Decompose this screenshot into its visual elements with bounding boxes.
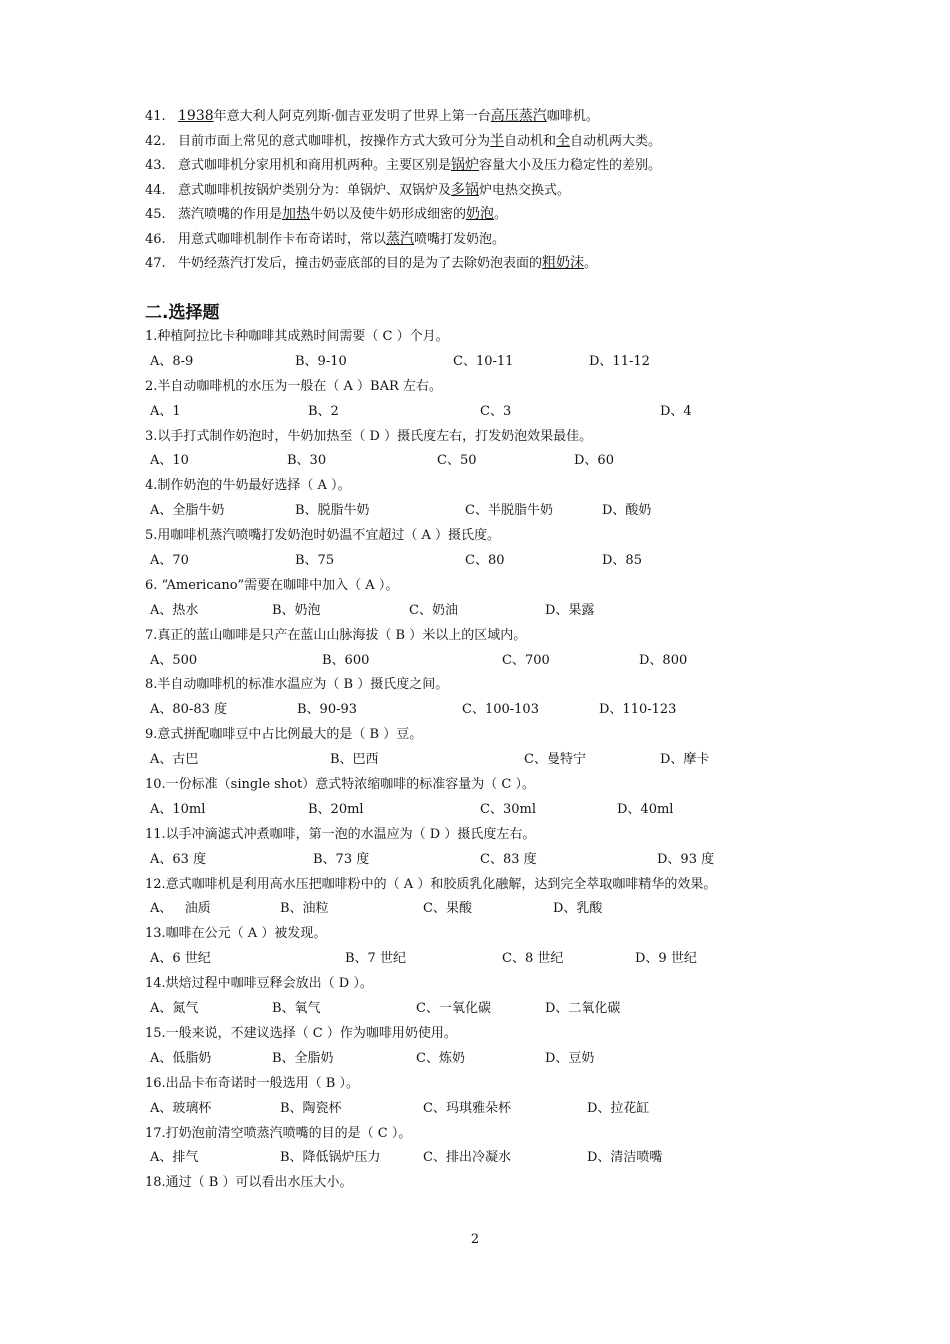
option-b: B、氧气 xyxy=(272,1001,321,1017)
item-number: 46. xyxy=(145,231,166,247)
fill-item xyxy=(145,129,865,154)
option-b: B、75 xyxy=(295,553,335,569)
question-text: 6. “Americano”需要在咖啡中加入（ A ）。 xyxy=(145,577,399,593)
option-c: C、炼奶 xyxy=(416,1050,465,1066)
item-number: 43. xyxy=(145,158,166,173)
option-d: D、85 xyxy=(602,553,642,569)
option-d: D、40ml xyxy=(617,801,674,817)
item-number: 41. xyxy=(145,109,166,124)
item-text: 年意大利人阿克列斯·伽吉亚发明了世界上第一台 xyxy=(213,109,491,124)
fill-item xyxy=(145,178,865,203)
option-d: D、摩卡 xyxy=(660,752,710,768)
option-d: D、清洁喷嘴 xyxy=(587,1150,663,1166)
question-text: 7.真正的蓝山咖啡是只产在蓝山山脉海拔（ B ）米以上的区域内。 xyxy=(145,627,527,643)
question-text: 2.半自动咖啡机的水压为一般在（ A ）BAR 左右。 xyxy=(145,378,442,394)
option-d: D、93 度 xyxy=(657,851,715,867)
item-number: 44. xyxy=(145,182,166,198)
fill-item xyxy=(145,104,865,129)
answer-text: 锅炉 xyxy=(451,157,480,173)
options-row xyxy=(145,1097,865,1122)
options-row xyxy=(145,848,865,873)
fill-in-list xyxy=(145,104,865,276)
item-text: 蒸汽喷嘴的作用是 xyxy=(178,207,283,222)
item-text: 喷嘴打发奶泡。 xyxy=(414,231,506,247)
item-number: 47. xyxy=(145,256,166,271)
answer-text: 高压蒸汽 xyxy=(490,108,547,124)
item-text: 意式咖啡机分家用机和商用机两种。主要区别是 xyxy=(178,158,452,173)
option-a: A、热水 xyxy=(150,602,199,618)
option-c: C、50 xyxy=(437,453,477,469)
options-row xyxy=(145,350,865,375)
options-row xyxy=(145,400,865,425)
option-a: A、70 xyxy=(150,553,189,569)
option-b: B、90-93 xyxy=(297,702,358,718)
option-b: B、7 世纪 xyxy=(345,951,406,967)
option-a: A、全脂牛奶 xyxy=(150,503,225,519)
option-c: C、果酸 xyxy=(423,901,472,917)
option-d: D、二氧化碳 xyxy=(545,1001,621,1017)
item-text: 炉电热交换式。 xyxy=(479,182,571,198)
options-row xyxy=(145,649,865,674)
answer-text: 蒸汽 xyxy=(386,230,415,247)
page-number: 2 xyxy=(470,1232,480,1247)
item-text: 目前市面上常见的意式咖啡机，按操作方式大致可分为 xyxy=(178,133,491,149)
option-d: D、110-123 xyxy=(599,702,677,718)
option-a: A、63 度 xyxy=(150,851,207,867)
option-d: D、800 xyxy=(639,652,688,668)
option-a: A、1 xyxy=(150,403,181,419)
fill-item xyxy=(145,153,865,178)
option-a: A、玻璃杯 xyxy=(150,1100,212,1116)
options-row xyxy=(145,499,865,524)
option-d: D、豆奶 xyxy=(545,1050,595,1066)
section-title: 二.选择题 xyxy=(145,303,220,323)
option-b: B、油粒 xyxy=(280,901,329,917)
question-text: 16.出品卡布奇诺时一般选用（ B ）。 xyxy=(145,1075,359,1091)
option-b: B、全脂奶 xyxy=(272,1050,334,1066)
answer-text: 半 xyxy=(490,132,505,149)
option-d: D、乳酸 xyxy=(553,901,603,917)
answer-text: 奶泡 xyxy=(466,206,495,222)
options-row xyxy=(145,748,865,773)
option-d: D、拉花缸 xyxy=(587,1100,650,1116)
option-a: A、低脂奶 xyxy=(150,1050,212,1066)
option-c: C、100-103 xyxy=(462,702,539,718)
option-b: B、奶泡 xyxy=(272,602,321,618)
item-text: 自动机两大类。 xyxy=(570,133,662,149)
option-c: C、10-11 xyxy=(453,353,514,369)
option-c: C、曼特宁 xyxy=(524,752,586,768)
options-row xyxy=(145,698,865,723)
item-text: 用意式咖啡机制作卡布奇诺时，常以 xyxy=(178,231,387,247)
question-text: 4.制作奶泡的牛奶最好选择（ A ）。 xyxy=(145,478,351,494)
item-text: 牛奶以及使牛奶形成细密的 xyxy=(310,207,467,222)
options-row xyxy=(145,1047,865,1072)
question-text: 5.用咖啡机蒸汽喷嘴打发奶泡时奶温不宜超过（ A ）摄氏度。 xyxy=(145,528,501,544)
option-c: C、3 xyxy=(480,403,512,419)
option-c: C、一氧化碳 xyxy=(416,1001,491,1017)
item-number: 42. xyxy=(145,133,166,149)
option-a: A、10 xyxy=(150,453,189,469)
answer-text: 全 xyxy=(556,132,571,149)
option-c: C、83 度 xyxy=(480,851,537,867)
option-b: B、脱脂牛奶 xyxy=(295,503,370,519)
option-b: B、2 xyxy=(308,403,339,419)
options-row xyxy=(145,897,865,922)
option-b: B、9-10 xyxy=(295,353,347,369)
option-c: C、奶油 xyxy=(409,602,458,618)
item-text: 容量大小及压力稳定性的差别。 xyxy=(479,158,662,173)
option-c: C、玛琪雅朵杯 xyxy=(423,1100,511,1116)
option-a: A、排气 xyxy=(150,1150,199,1166)
item-text: 。 xyxy=(584,256,598,271)
options-row xyxy=(145,599,865,624)
option-a: A、80-83 度 xyxy=(150,702,227,718)
option-d: D、60 xyxy=(574,453,614,469)
fill-item xyxy=(145,251,865,276)
option-c: C、700 xyxy=(502,652,550,668)
option-b: B、73 度 xyxy=(313,851,370,867)
fill-item xyxy=(145,227,865,252)
options-row xyxy=(145,798,865,823)
option-c: C、半脱脂牛奶 xyxy=(465,503,553,519)
option-b: B、20ml xyxy=(308,801,364,817)
options-row xyxy=(145,449,865,474)
question-text: 9.意式拼配咖啡豆中占比例最大的是（ B ）豆。 xyxy=(145,727,423,743)
question-text: 10.一份标准（single shot）意式特浓缩咖啡的标准容量为（ C ）。 xyxy=(145,777,535,793)
option-b: B、降低锅炉压力 xyxy=(280,1150,381,1166)
question-text: 13.咖啡在公元（ A ）被发现。 xyxy=(145,926,327,942)
item-text: 咖啡机。 xyxy=(546,109,599,124)
option-a: A、8-9 xyxy=(150,353,194,369)
item-text: 自动机和 xyxy=(504,133,557,149)
option-a: A、10ml xyxy=(150,801,206,817)
item-text: 。 xyxy=(494,207,508,222)
question-text: 1.种植阿拉比卡种咖啡其成熟时间需要（ C ）个月。 xyxy=(145,329,449,344)
question-text: 11.以手冲滴滤式冲煮咖啡，第一泡的水温应为（ D ）摄氏度左右。 xyxy=(145,826,536,842)
option-a: A、氮气 xyxy=(150,1001,199,1017)
question-text: 12.意式咖啡机是利用高水压把咖啡粉中的（ A ）和胶质乳化融解，达到完全萃取咖啡精华的效果。 xyxy=(145,876,717,892)
option-d: D、果露 xyxy=(545,602,595,618)
option-b: B、600 xyxy=(322,652,370,668)
option-d: D、4 xyxy=(660,403,692,419)
options-row xyxy=(145,947,865,972)
option-d: D、酸奶 xyxy=(602,503,652,519)
fill-item xyxy=(145,202,865,227)
option-a: A、古巴 xyxy=(150,752,199,768)
option-a: A、 油质 xyxy=(150,901,211,917)
option-b: B、陶瓷杯 xyxy=(280,1100,342,1116)
answer-text: 粗奶沫 xyxy=(542,255,585,271)
option-a: A、6 世纪 xyxy=(150,951,211,967)
options-row xyxy=(145,549,865,574)
answer-text: 1938 xyxy=(178,108,214,124)
question-text: 8.半自动咖啡机的标准水温应为（ B ）摄氏度之间。 xyxy=(145,677,449,693)
option-c: C、8 世纪 xyxy=(502,951,564,967)
options-row xyxy=(145,997,865,1022)
option-a: A、500 xyxy=(150,652,198,668)
multiple-choice-list xyxy=(145,325,865,1196)
question-text: 17.打奶泡前清空喷蒸汽喷嘴的目的是（ C ）。 xyxy=(145,1125,412,1141)
question-text: 18.通过（ B ）可以看出水压大小。 xyxy=(145,1175,353,1191)
option-d: D、9 世纪 xyxy=(635,951,697,967)
item-text: 意式咖啡机按锅炉类别分为：单锅炉、双锅炉及 xyxy=(178,182,452,198)
item-text: 牛奶经蒸汽打发后，撞击奶壶底部的目的是为了去除奶泡表面的 xyxy=(178,256,543,271)
question-text: 14.烘焙过程中咖啡豆释会放出（ D ）。 xyxy=(145,976,373,992)
question-text: 15.一般来说，不建议选择（ C ）作为咖啡用奶使用。 xyxy=(145,1025,457,1041)
option-d: D、11-12 xyxy=(589,353,650,369)
question-text: 3.以手打式制作奶泡时，牛奶加热至（ D ）摄氏度左右，打发奶泡效果最佳。 xyxy=(145,428,593,444)
answer-text: 多锅 xyxy=(451,181,480,198)
option-c: C、80 xyxy=(465,553,505,569)
option-c: C、30ml xyxy=(480,801,536,817)
item-number: 45. xyxy=(145,207,166,222)
option-c: C、排出冷凝水 xyxy=(423,1150,511,1166)
option-b: B、30 xyxy=(287,453,327,469)
answer-text: 加热 xyxy=(282,206,311,222)
option-b: B、巴西 xyxy=(330,752,379,768)
options-row xyxy=(145,1146,865,1171)
